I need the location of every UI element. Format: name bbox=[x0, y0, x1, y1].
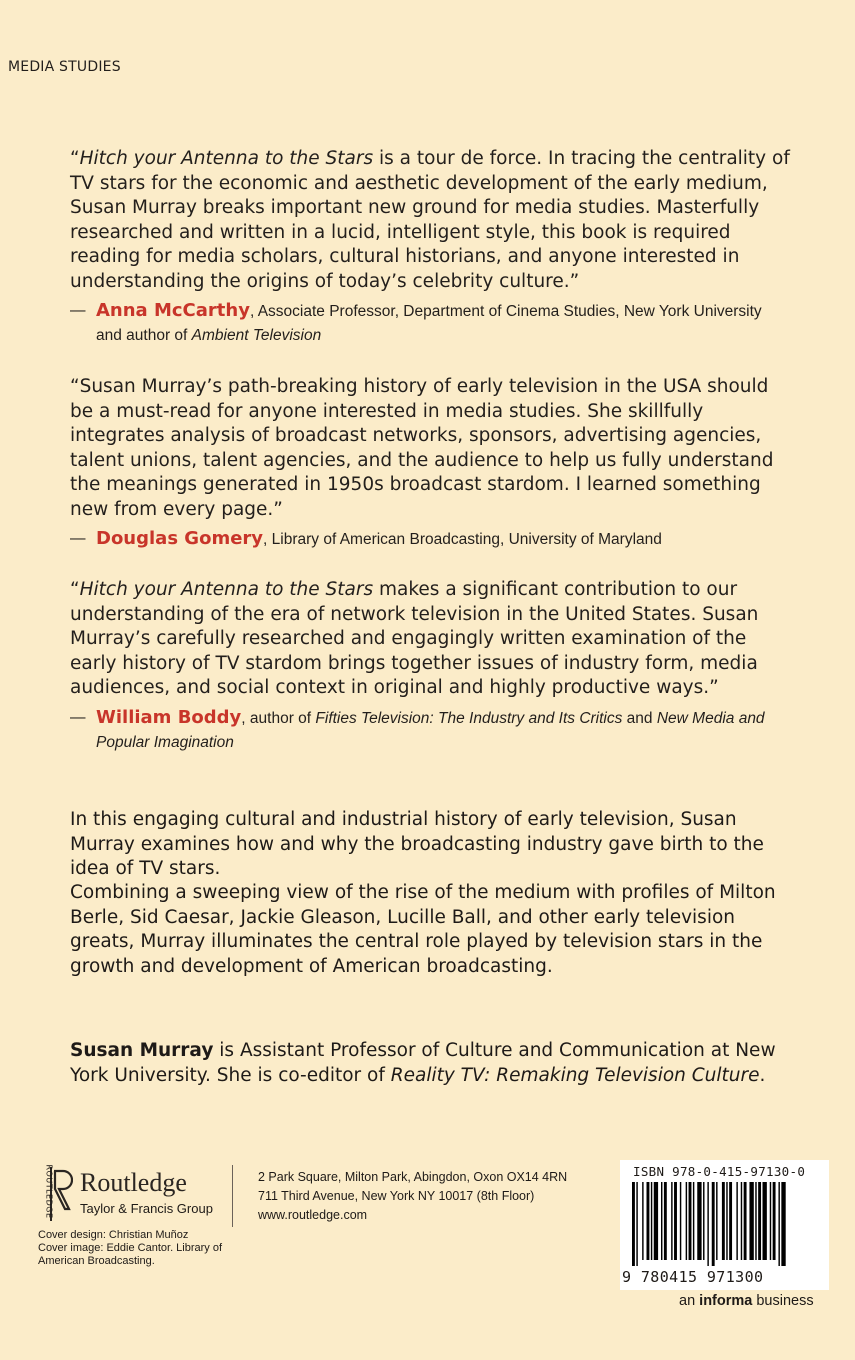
barcode-bar bbox=[636, 1182, 637, 1266]
barcode-bar bbox=[697, 1182, 701, 1260]
barcode-bar bbox=[722, 1182, 725, 1260]
barcode-bar bbox=[664, 1182, 667, 1260]
informa-tagline: an informa business bbox=[679, 1293, 814, 1309]
barcode-bar bbox=[654, 1182, 658, 1260]
publisher-address: 2 Park Square, Milton Park, Abingdon, Oxon OX14 4RN 711 Third Avenue, New York NY 10017 (8th Floor) www.routledge.com bbox=[258, 1168, 567, 1225]
description-paragraph-1: In this engaging cultural and industrial history of early television, Susan Murray examines how and why the broadcasting industry gave birth to the idea of TV stars. bbox=[70, 809, 764, 879]
barcode-bar bbox=[781, 1182, 785, 1266]
barcode-bar bbox=[703, 1182, 704, 1260]
quote-book-title: Hitch your Antenna to the Stars bbox=[79, 579, 374, 600]
author-bio: Susan Murray is Assistant Professor of Culture and Communication at New York University. She is co-editor of Reality TV: Remaking Television Culture. bbox=[70, 1040, 776, 1086]
routledge-logo-icon bbox=[37, 1165, 73, 1223]
barcode-bar bbox=[647, 1182, 650, 1260]
barcode-bar bbox=[736, 1182, 737, 1260]
barcode-bar bbox=[755, 1182, 756, 1260]
isbn-digits: 9 780415 971300 bbox=[622, 1268, 764, 1286]
isbn-label: ISBN 978-0-415-97130-0 bbox=[633, 1164, 806, 1179]
barcode-bar bbox=[773, 1182, 776, 1260]
quote-text: “Susan Murray’s path-breaking history of early television in the USA should be a must-read for anyone interested in media studies. She skillfully integrates analysis of broadcast networks, sponsors, advertising agencies, talent unions, talent agencies, and the audience to help us fully understand the meanings generated in 1950s broadcast stardom. I learned something new from every page.” bbox=[70, 376, 774, 520]
barcode-bar bbox=[741, 1182, 742, 1260]
quote-text: “Hitch your Antenna to the Stars is a tour de force. In tracing the centrality of TV stars for the economic and aesthetic development of the early medium, Susan Murray breaks important new ground for media studies. Masterfully researched and written in a lucid, intelligent style, this book is required reading for media scholars, cultural historians, and anyone interested in understanding the origins of today’s celebrity culture.” bbox=[70, 148, 790, 292]
quote-attribution: — Anna McCarthy, Associate Professor, Department of Cinema Studies, New York University and author of Ambient Television bbox=[70, 300, 762, 344]
barcode-bar bbox=[651, 1182, 652, 1260]
barcode-bar bbox=[680, 1182, 681, 1260]
barcode-bar bbox=[674, 1182, 677, 1260]
publisher-name: Routledge bbox=[80, 1168, 187, 1197]
quote-author: Douglas Gomery bbox=[96, 528, 264, 549]
logo-vertical-text: ROUTLEDGE bbox=[44, 1164, 54, 1219]
barcode-bar bbox=[689, 1182, 692, 1260]
barcode-bar bbox=[632, 1182, 635, 1266]
barcode-bar bbox=[686, 1182, 687, 1260]
publisher-group: Taylor & Francis Group bbox=[80, 1201, 213, 1216]
cover-credits: Cover design: Christian Muñoz Cover image: Eddie Cantor. Library of American Broadcasting. bbox=[38, 1229, 223, 1267]
quote-author: Anna McCarthy bbox=[96, 300, 250, 321]
review-quote-2 bbox=[70, 375, 790, 552]
quote-author: William Boddy bbox=[96, 706, 242, 728]
review-quote-1 bbox=[70, 147, 790, 348]
barcode-bar bbox=[744, 1182, 747, 1260]
publisher-divider bbox=[232, 1165, 233, 1227]
barcode-bar bbox=[726, 1182, 727, 1260]
review-quote-3 bbox=[70, 578, 790, 755]
barcode-bar bbox=[778, 1182, 779, 1266]
quote-text: “Hitch your Antenna to the Stars makes a significant contribution to our understanding of the era of network television in the United States. Susan Murray’s carefully researched and engagingly written examination of the early history of TV stardom brings together issues of industry form, media audiences, and social context in original and highly productive ways.” bbox=[70, 579, 759, 698]
barcode-bar bbox=[712, 1182, 715, 1266]
barcode-bar bbox=[758, 1182, 761, 1260]
quote-attribution: — Douglas Gomery, Library of American Broadcasting, University of Maryland bbox=[70, 528, 662, 549]
barcode-bar bbox=[716, 1182, 717, 1260]
bio-author-name: Susan Murray bbox=[70, 1040, 214, 1061]
quote-book-title: Hitch your Antenna to the Stars bbox=[79, 148, 374, 169]
barcode-bar bbox=[661, 1182, 662, 1260]
category-label: MEDIA STUDIES bbox=[8, 59, 121, 75]
barcode-bar bbox=[749, 1182, 753, 1260]
barcode-bar bbox=[671, 1182, 672, 1260]
barcode-bar bbox=[693, 1182, 694, 1260]
barcode-bar bbox=[763, 1182, 767, 1260]
description-paragraph-2: Combining a sweeping view of the rise of the medium with profiles of Milton Berle, Sid Caesar, Jackie Gleason, Lucille Ball, and other early television greats, Murray illuminates the central role played by television stars in the growth and development of American broadcasting. bbox=[70, 882, 776, 977]
quote-attribution: — William Boddy, author of Fifties Television: The Industry and Its Critics and New Media and Popular Imagination bbox=[70, 706, 765, 751]
isbn-barcode bbox=[620, 1160, 829, 1290]
barcode-bars bbox=[630, 1182, 820, 1266]
barcode-bar bbox=[729, 1182, 732, 1260]
barcode-bar bbox=[770, 1182, 771, 1260]
barcode-bar bbox=[707, 1182, 708, 1266]
publisher-website: www.routledge.com bbox=[258, 1208, 368, 1222]
barcode-bar bbox=[642, 1182, 643, 1260]
